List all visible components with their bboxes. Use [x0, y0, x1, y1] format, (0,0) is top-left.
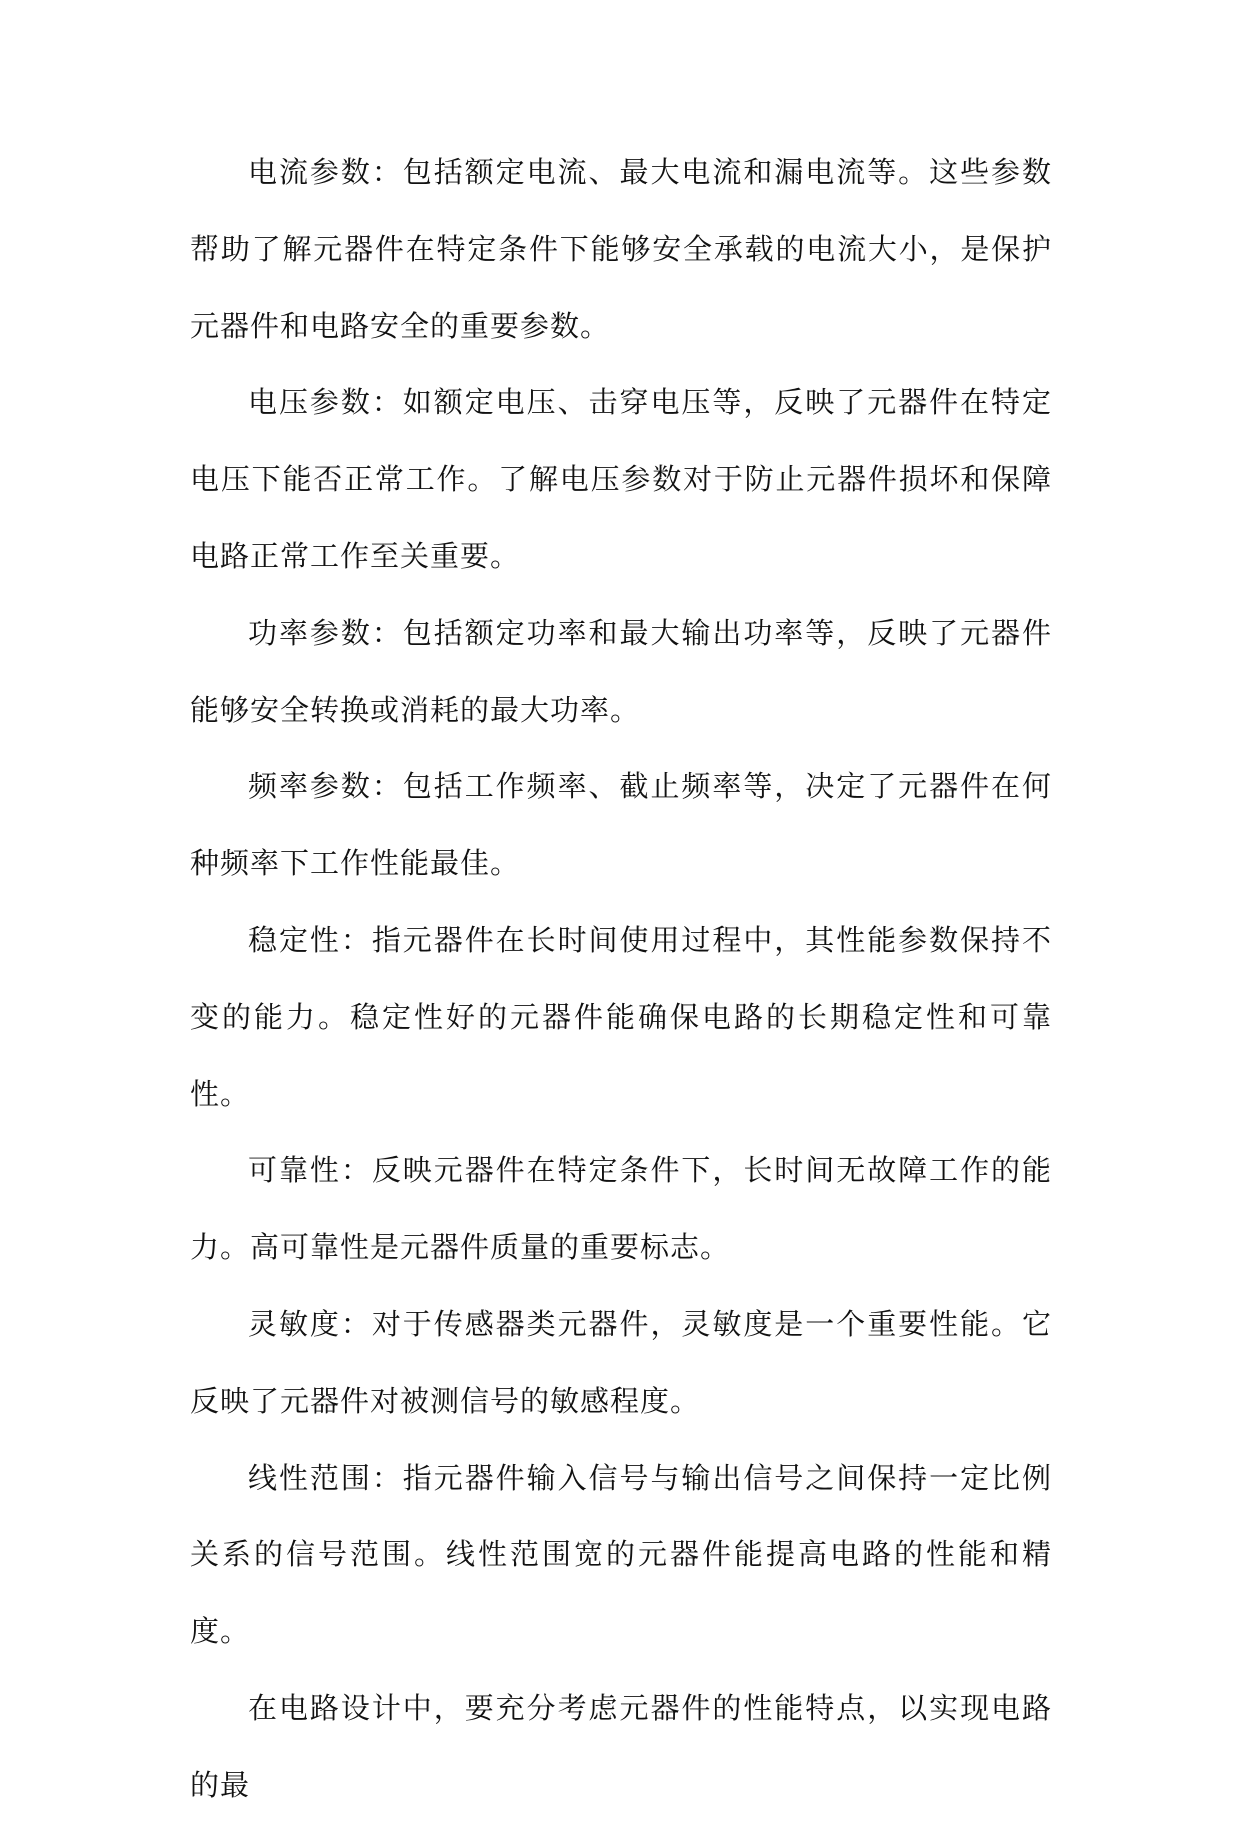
- paragraph-power-parameters: 功率参数：包括额定功率和最大输出功率等，反映了元器件能够安全转换或消耗的最大功率。: [190, 615, 1052, 727]
- paragraph-sensitivity: 灵敏度：对于传感器类元器件，灵敏度是一个重要性能。它反映了元器件对被测信号的敏感程度。: [190, 1306, 1052, 1418]
- paragraph-current-parameters: 电流参数：包括额定电流、最大电流和漏电流等。这些参数帮助了解元器件在特定条件下能够安全承载的电流大小，是保护元器件和电路安全的重要参数。: [190, 155, 1052, 343]
- paragraph-voltage-parameters: 电压参数：如额定电压、击穿电压等，反映了元器件在特定电压下能否正常工作。了解电压参数对于防止元器件损坏和保障电路正常工作至关重要。: [190, 385, 1052, 573]
- paragraph-stability: 稳定性：指元器件在长时间使用过程中，其性能参数保持不变的能力。稳定性好的元器件能确保电路的长期稳定性和可靠性。: [190, 922, 1052, 1111]
- paragraph-reliability: 可靠性：反映元器件在特定条件下，长时间无故障工作的能力。高可靠性是元器件质量的重要标志。: [190, 1153, 1052, 1265]
- paragraph-circuit-design: 在电路设计中，要充分考虑元器件的性能特点，以实现电路的最: [190, 1690, 1052, 1802]
- document-body: [190, 134, 1052, 1824]
- paragraph-linear-range: 线性范围：指元器件输入信号与输出信号之间保持一定比例关系的信号范围。线性范围宽的元器件能提高电路的性能和精度。: [190, 1460, 1052, 1649]
- paragraph-frequency-parameters: 频率参数：包括工作频率、截止频率等，决定了元器件在何种频率下工作性能最佳。: [190, 769, 1052, 881]
